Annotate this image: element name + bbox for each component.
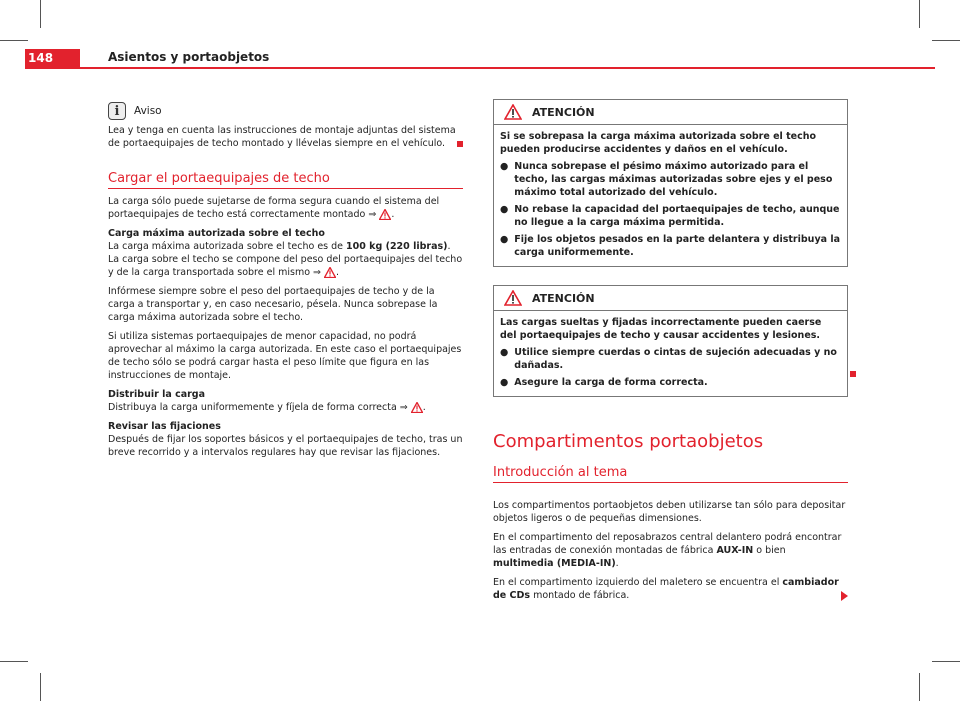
crop-mark [932, 661, 960, 662]
crop-mark [0, 40, 28, 41]
warning-body [494, 125, 847, 266]
paragraph: Si utiliza sistemas portaequipajes de menor capacidad, no podrá aprovechar al máximo la carga autorizada. En este caso el portaequipajes de techo sólo se podrá cargar hasta el peso límite que figura en las instrucciones de montaje. [108, 331, 462, 381]
crop-mark [919, 673, 920, 701]
crop-mark [919, 0, 920, 28]
warning-title: ATENCIÓN [532, 105, 595, 119]
note-title: Aviso [134, 104, 162, 117]
list-item: ● Fije los objetos pesados en la parte delantera y distribuya la carga uniformemente. [500, 234, 841, 258]
warning-icon[interactable] [411, 402, 423, 413]
info-icon: i [108, 102, 126, 120]
section-title: Introducción al tema [493, 466, 848, 483]
warning-icon[interactable] [324, 267, 336, 278]
list-item: ● Utilice siempre cuerdas o cintas de sujeción adecuadas y no dañadas. [500, 347, 837, 371]
section-title: Cargar el portaequipajes de techo [108, 172, 463, 189]
crop-mark [40, 0, 41, 28]
left-column [108, 102, 463, 465]
header-rule [25, 67, 935, 69]
page-number: 148 [25, 49, 80, 67]
section-end-icon [850, 371, 856, 377]
list-item: ● No rebase la capacidad del portaequipajes de techo, aunque no llegue a la carga máxima permitida. [500, 204, 840, 228]
subheading: Distribuir la carga [108, 389, 206, 400]
page-title: Asientos y portaobjetos [108, 50, 270, 64]
warning-body [494, 311, 847, 396]
paragraph: Infórmese siempre sobre el peso del portaequipajes de techo y de la carga a transportar y, en caso necesario, pésela. Nunca sobrepase la carga máxima autorizada sobre el techo. [108, 286, 438, 323]
warning-box [493, 285, 848, 397]
warning-header [494, 286, 847, 311]
list-item: ● Asegure la carga de forma correcta. [500, 377, 708, 388]
note-heading [108, 102, 463, 120]
crop-mark [40, 673, 41, 701]
warning-icon [504, 290, 522, 306]
warning-box [493, 99, 848, 267]
section-end-icon [457, 141, 463, 147]
warning-title: ATENCIÓN [532, 291, 595, 305]
warning-intro: Si se sobrepasa la carga máxima autorizada sobre el techo pueden producirse accidentes y daños en el vehículo. [500, 131, 817, 155]
subheading: Revisar las fijaciones [108, 421, 221, 432]
paragraph: La carga máxima autorizada sobre el techo es de 100 kg (220 libras). La carga sobre el techo se compone del peso del portaequipajes del techo y de la carga transportada sobre el mismo ⇒ . [108, 241, 463, 278]
warning-icon [504, 104, 522, 120]
paragraph: En el compartimento del reposabrazos central delantero podrá encontrar las entradas de conexión montadas de fábrica AUX-IN o bien multimedia (MEDIA-IN). [493, 532, 842, 569]
continue-arrow-icon [841, 591, 848, 601]
right-column [493, 99, 848, 608]
paragraph: En el compartimento izquierdo del maletero se encuentra el cambiador de CDs montado de fábrica. [493, 576, 848, 602]
warning-icon[interactable] [379, 209, 391, 220]
warning-header [494, 100, 847, 125]
paragraph: Distribuya la carga uniformemente y fíjela de forma correcta ⇒ . [108, 402, 426, 413]
warning-intro: Las cargas sueltas y fijadas incorrectamente pueden caerse del portaequipajes de techo y causar accidentes y lesiones. [500, 317, 822, 341]
paragraph: La carga sólo puede sujetarse de forma segura cuando el sistema del portaequipajes de techo está correctamente montado ⇒ . [108, 196, 440, 220]
note-text: Lea y tenga en cuenta las instrucciones de montaje adjuntas del sistema de portaequipajes de techo montado y llévelas siempre en el vehículo. [108, 124, 463, 150]
paragraph: Después de fijar los soportes básicos y el portaequipajes de techo, tras un breve recorrido y a intervalos regulares hay que revisar las fijaciones. [108, 434, 463, 458]
crop-mark [932, 40, 960, 41]
crop-mark [0, 661, 28, 662]
subheading: Carga máxima autorizada sobre el techo [108, 228, 325, 239]
list-item: ● Nunca sobrepase el pésimo máximo autorizado para el techo, las cargas máximas autorizadas sobre ejes y el peso máximo total autorizado del vehículo. [500, 161, 833, 198]
paragraph: Los compartimentos portaobjetos deben utilizarse tan sólo para depositar objetos ligeros o de pequeñas dimensiones. [493, 500, 846, 524]
chapter-title: Compartimentos portaobjetos [493, 431, 764, 452]
